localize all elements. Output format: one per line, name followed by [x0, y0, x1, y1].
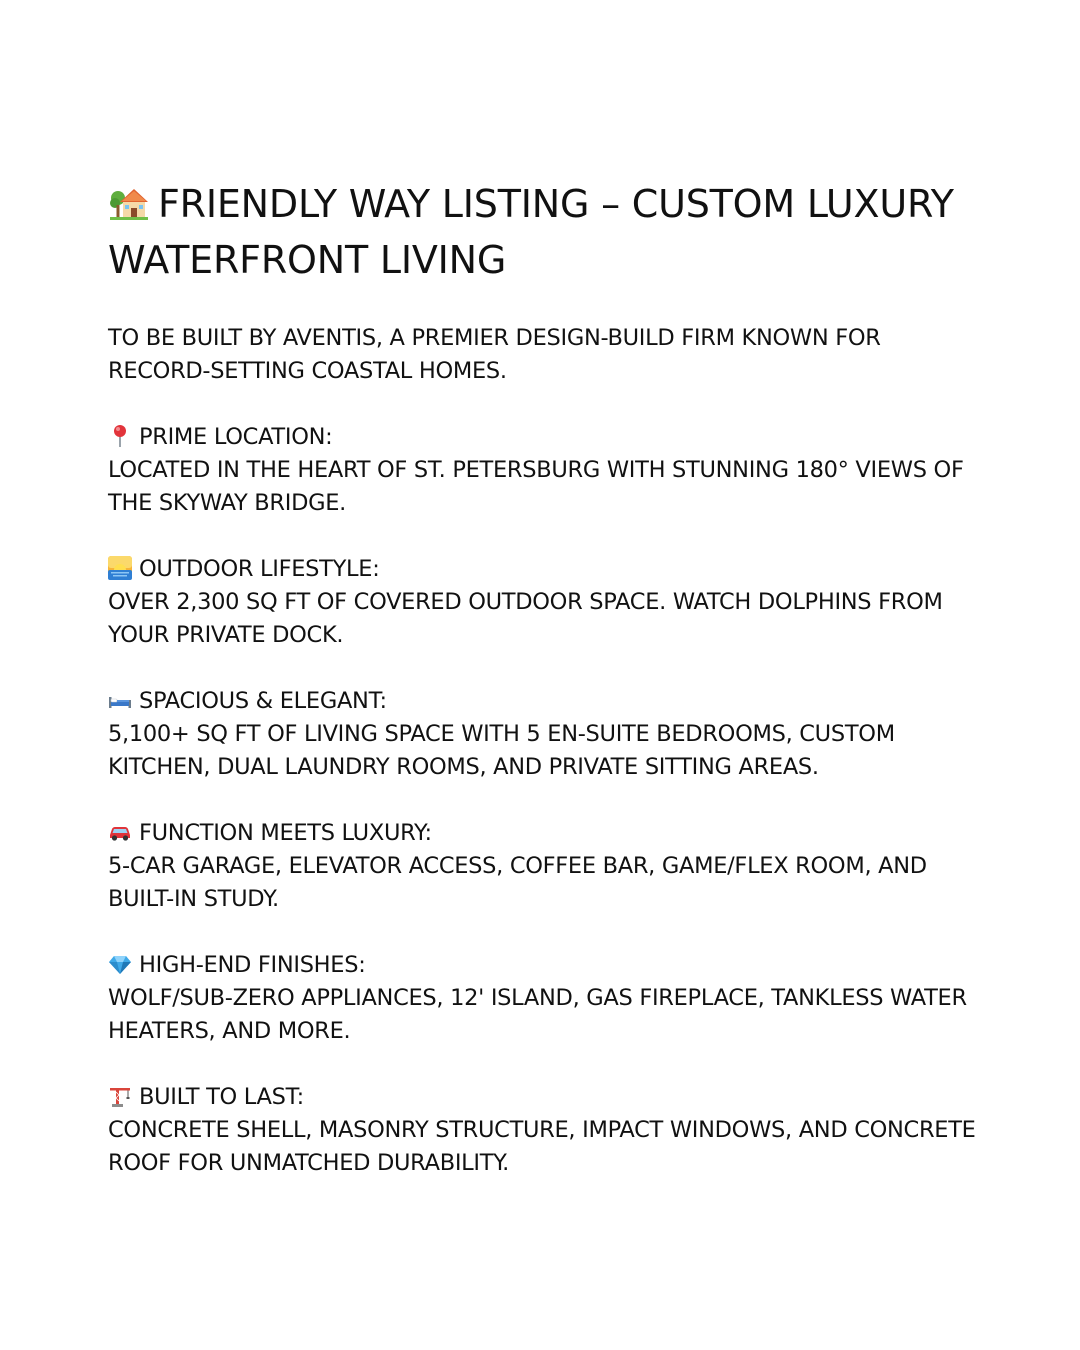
section-heading-row [108, 685, 978, 718]
house-with-garden-icon [108, 181, 150, 223]
section-heading-row [108, 817, 978, 850]
listing-document [108, 176, 978, 1180]
section-body: CONCRETE SHELL, MASONRY STRUCTURE, IMPACT WINDOWS, AND CONCRETE ROOF FOR UNMATCHED DURABILITY. [108, 1117, 976, 1176]
gem-icon [108, 952, 132, 976]
section-heading-row [108, 421, 978, 454]
intro-paragraph: TO BE BUILT BY AVENTIS, A PREMIER DESIGN-BUILD FIRM KNOWN FOR RECORD-SETTING COASTAL HOMES. [108, 325, 881, 384]
section-heading-row [108, 1081, 978, 1114]
section-heading: PRIME LOCATION: [139, 424, 333, 450]
car-icon [108, 820, 132, 844]
section-built-to-last [108, 1081, 978, 1180]
section-body: WOLF/SUB-ZERO APPLIANCES, 12' ISLAND, GAS FIREPLACE, TANKLESS WATER HEATERS, AND MORE. [108, 985, 967, 1044]
construction-crane-icon [108, 1084, 132, 1108]
section-body: 5,100+ SQ FT OF LIVING SPACE WITH 5 EN-SUITE BEDROOMS, CUSTOM KITCHEN, DUAL LAUNDRY ROOMS, AND PRIVATE SITTING AREAS. [108, 721, 895, 780]
section-heading: SPACIOUS & ELEGANT: [139, 688, 387, 714]
section-heading-row [108, 553, 978, 586]
section-heading: BUILT TO LAST: [139, 1084, 304, 1110]
section-heading-row [108, 949, 978, 982]
section-heading: HIGH-END FINISHES: [139, 952, 366, 978]
section-outdoor-lifestyle [108, 553, 978, 652]
section-spacious-elegant [108, 685, 978, 784]
title-text: FRIENDLY WAY LISTING – CUSTOM LUXURY WATERFRONT LIVING [108, 182, 954, 282]
section-body: 5-CAR GARAGE, ELEVATOR ACCESS, COFFEE BAR, GAME/FLEX ROOM, AND BUILT-IN STUDY. [108, 853, 927, 912]
page-title [108, 176, 978, 288]
section-body: OVER 2,300 SQ FT OF COVERED OUTDOOR SPACE. WATCH DOLPHINS FROM YOUR PRIVATE DOCK. [108, 589, 943, 648]
section-body: LOCATED IN THE HEART OF ST. PETERSBURG WITH STUNNING 180° VIEWS OF THE SKYWAY BRIDGE. [108, 457, 964, 516]
section-prime-location [108, 421, 978, 520]
section-heading: OUTDOOR LIFESTYLE: [139, 556, 380, 582]
section-high-end-finishes [108, 949, 978, 1048]
section-function-meets-luxury [108, 817, 978, 916]
sunrise-icon [108, 556, 132, 580]
round-pushpin-icon [108, 424, 132, 448]
section-heading: FUNCTION MEETS LUXURY: [139, 820, 432, 846]
bed-icon [108, 688, 132, 712]
